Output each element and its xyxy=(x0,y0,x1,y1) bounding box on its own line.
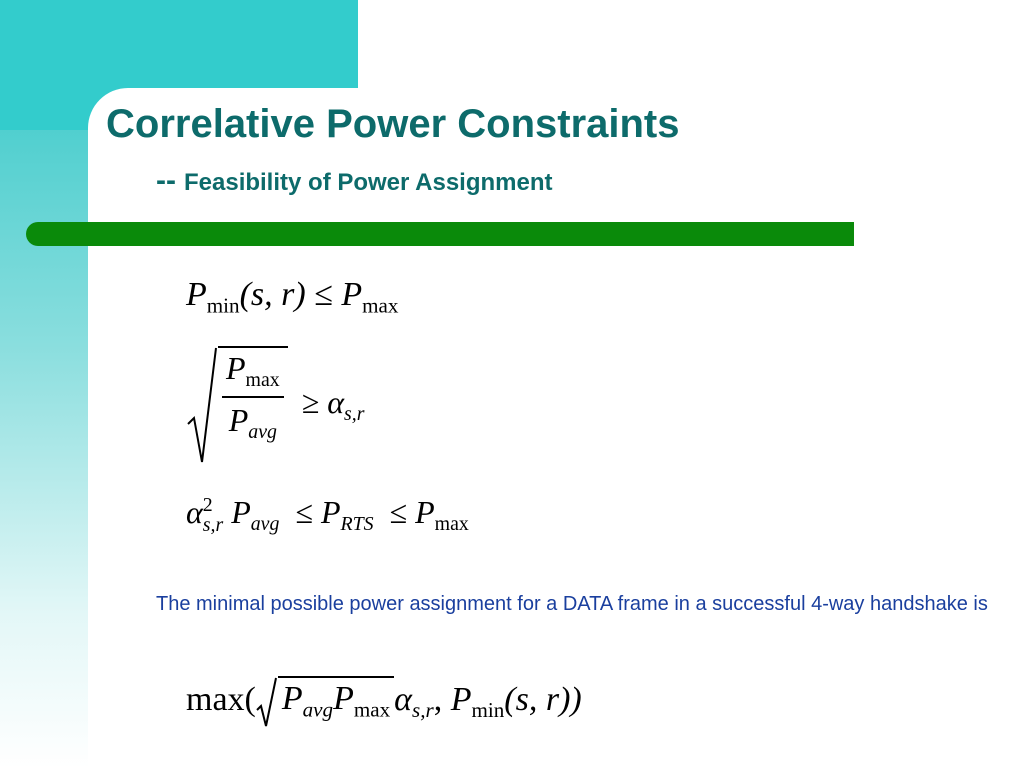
eq3-leq2: ≤ xyxy=(389,494,408,530)
eq3-alpha: α xyxy=(186,494,203,530)
subtitle-text: Feasibility of Power Assignment xyxy=(183,169,553,196)
eq3-supsub xyxy=(202,493,224,536)
equation-pmin-leq-pmax xyxy=(186,276,398,318)
description-paragraph: The minimal possible power assignment for a DATA frame in a successful 4-way handshake is xyxy=(156,593,988,615)
eq5-p3: P xyxy=(450,680,472,718)
equation-alpha-chain xyxy=(186,494,469,536)
green-divider-bar xyxy=(26,222,854,246)
eq1-p2: P xyxy=(341,276,363,313)
eq2-alpha-sub: s,r xyxy=(344,402,365,425)
eq3-sup: 2 xyxy=(202,493,213,516)
eq5-max: max( xyxy=(186,680,256,718)
eq2-denominator xyxy=(229,398,277,444)
eq2-den-sub: avg xyxy=(248,420,277,443)
equation-sqrt-ratio-geq-alpha xyxy=(186,346,364,464)
eq3-leq1: ≤ xyxy=(295,494,313,530)
eq2-num-sub: max xyxy=(245,368,280,391)
eq2-sqrt xyxy=(186,346,288,464)
eq2-num-p: P xyxy=(226,350,246,386)
eq5-sqrt xyxy=(256,676,394,728)
eq1-p: P xyxy=(186,276,207,313)
eq3-p3-sub: max xyxy=(434,512,469,535)
sqrt-icon xyxy=(186,346,218,464)
eq1-args: (s, r) xyxy=(239,276,306,313)
eq3-p2-sub: RTS xyxy=(340,512,374,535)
eq5-alpha-sub: s,r xyxy=(412,698,434,723)
eq2-sqrt-body xyxy=(218,346,288,464)
eq5-alpha: α xyxy=(394,680,413,718)
eq1-min: min xyxy=(206,293,240,318)
eq2-fraction xyxy=(222,350,284,444)
eq1-leq: ≤ xyxy=(314,276,333,313)
eq1-max: max xyxy=(362,293,399,318)
eq3-p1-sub: avg xyxy=(250,512,280,535)
equation-min-data-power xyxy=(186,676,582,728)
eq3-sub: s,r xyxy=(202,513,224,536)
eq3-p3: P xyxy=(415,494,435,530)
sqrt-icon xyxy=(256,676,278,728)
slide-subtitle xyxy=(156,164,553,198)
eq5-comma: , xyxy=(433,680,443,718)
eq2-geq: ≥ xyxy=(301,384,320,421)
eq5-p2-sub: max xyxy=(353,697,391,722)
eq5-sqrt-body xyxy=(278,676,394,728)
eq5-args: (s, r)) xyxy=(504,680,582,718)
eq5-p2: P xyxy=(333,680,354,717)
eq5-p1-sub: avg xyxy=(302,697,334,722)
eq2-den-p: P xyxy=(228,401,249,438)
eq2-relation xyxy=(302,384,365,426)
eq5-p1: P xyxy=(281,680,303,717)
subtitle-dash: -- xyxy=(156,164,176,197)
eq2-alpha: α xyxy=(327,384,345,421)
slide-title: Correlative Power Constraints xyxy=(106,102,680,146)
eq2-numerator xyxy=(222,350,284,398)
eq3-p1: P xyxy=(231,494,251,530)
eq3-p2: P xyxy=(320,494,341,530)
eq5-p3-sub: min xyxy=(471,698,505,723)
